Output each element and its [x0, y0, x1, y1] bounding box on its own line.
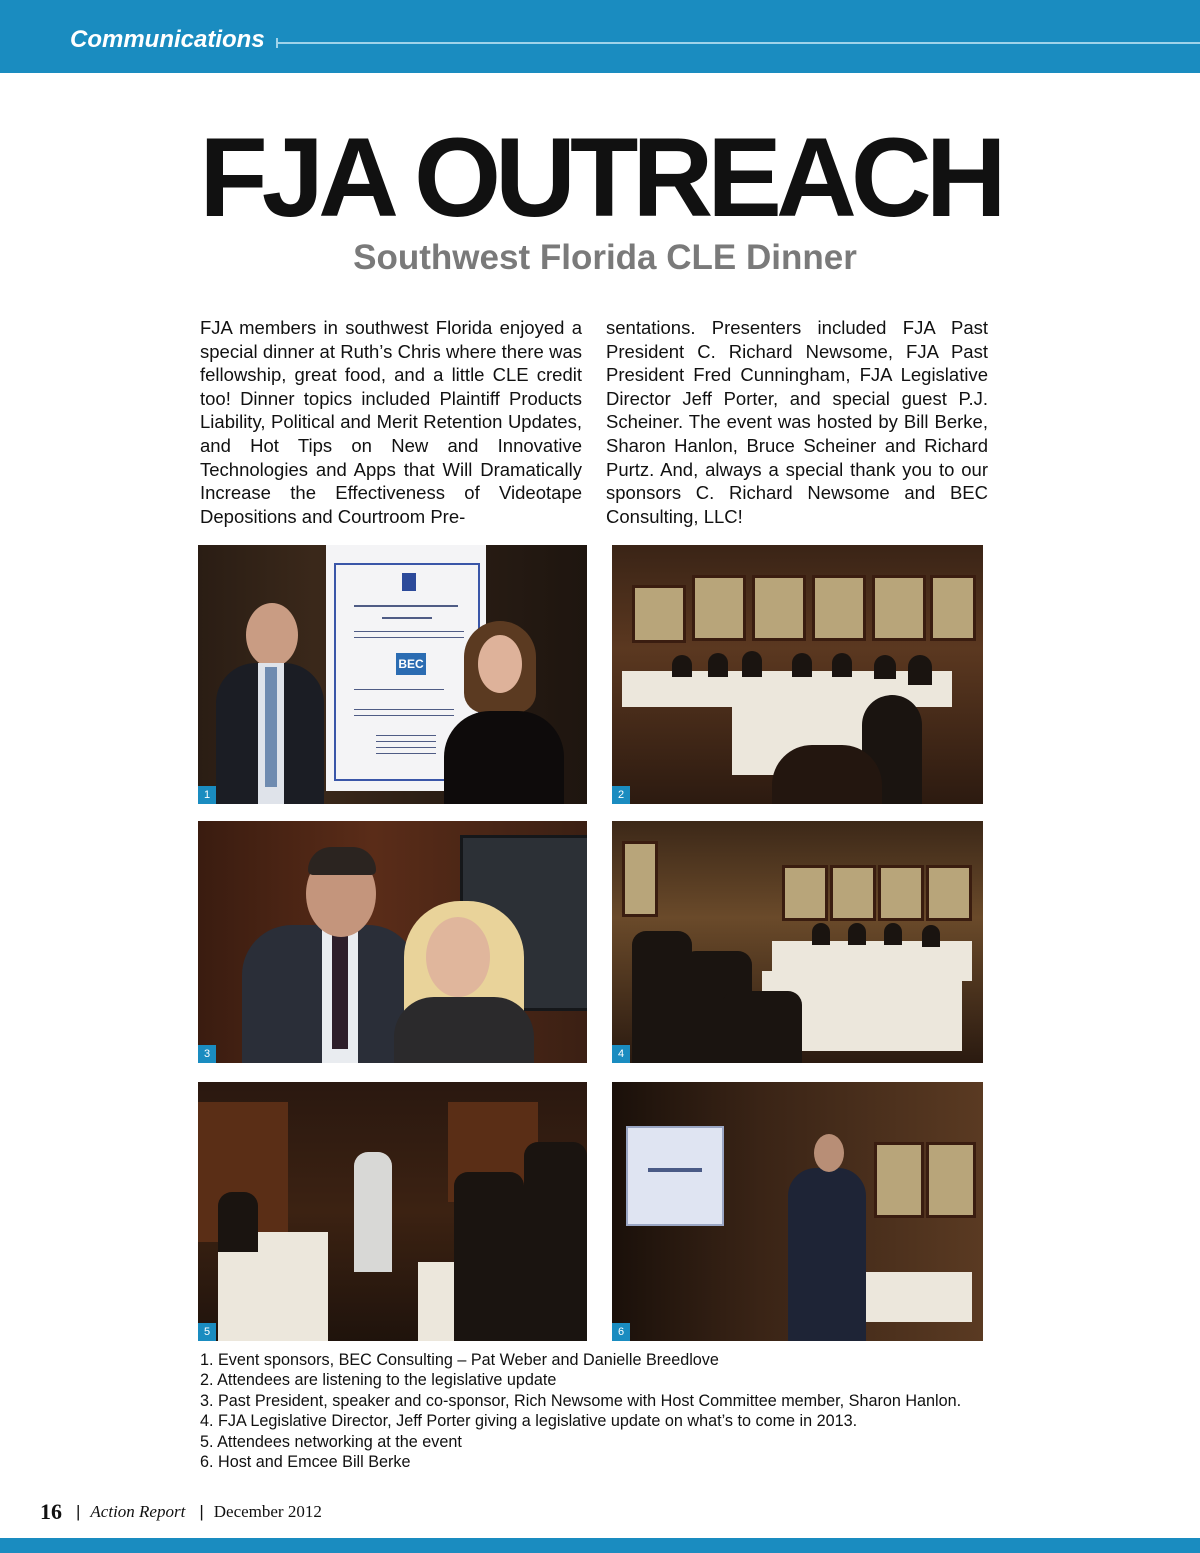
- footer-separator: |: [199, 1502, 204, 1521]
- header-bar: [0, 0, 1200, 73]
- photo-number: 2: [612, 786, 630, 804]
- photo-number: 6: [612, 1323, 630, 1341]
- caption: 3. Past President, speaker and co-sponsor, Rich Newsome with Host Committee member, Sharon Hanlon.: [200, 1391, 962, 1410]
- caption: 6. Host and Emcee Bill Berke: [200, 1453, 411, 1472]
- caption: 5. Attendees networking at the event: [200, 1432, 462, 1451]
- photo-networking: [198, 1082, 587, 1341]
- article-subtitle: Southwest Florida CLE Dinner: [353, 238, 857, 277]
- body-column-right: sentations. Presenters included FJA Past President C. Richard Newsome, FJA Past President Fred Cunningham, FJA Legislative Director Jeff Porter, and special guest P.J. Scheiner. The event was hosted by Bill Berke, Sharon Hanlon, Bruce Scheiner and Richard Purtz. And, always a special thank you to our sponsors C. Richard Newsome and BEC Consulting, LLC!: [606, 317, 988, 527]
- footer-separator: |: [76, 1502, 81, 1521]
- photo-number: 5: [198, 1323, 216, 1341]
- page-number: 16: [40, 1499, 62, 1524]
- photo-legislative-update: [612, 821, 983, 1063]
- woman-figure: [444, 621, 564, 804]
- article-title: FJA OUTREACH: [199, 115, 1001, 240]
- caption: 1. Event sponsors, BEC Consulting – Pat Weber and Danielle Breedlove: [200, 1351, 719, 1369]
- man-figure: [216, 603, 324, 804]
- section-label: Communications: [70, 26, 265, 53]
- photo-attendees-listening: [612, 545, 983, 804]
- photo-emcee: [612, 1082, 983, 1341]
- photo-number: 1: [198, 786, 216, 804]
- publication-name: Action Report: [90, 1502, 186, 1521]
- photo-sponsors: [198, 545, 587, 804]
- body-column-left: FJA members in southwest Florida enjoyed a special dinner at Ruth’s Chris where there was fellowship, great food, and a little CLE credit too! Dinner topics included Plaintiff Products Liability, Political and Merit Retention Updates, and Hot Tips on New and Innovative Technologies and Apps that Will Dramatically Increase the Effectiveness of Videotape Depositions and Courtroom Pre-: [200, 317, 582, 527]
- page-footer: [40, 1499, 322, 1525]
- photo-number: 4: [612, 1045, 630, 1063]
- fja-logo-icon: [402, 573, 416, 591]
- header-rule: [276, 42, 1200, 44]
- photo-number: 3: [198, 1045, 216, 1063]
- bec-logo: BEC: [396, 653, 426, 675]
- footer-bar: [0, 1538, 1200, 1553]
- photo-captions: [200, 1350, 961, 1472]
- issue-date: December 2012: [213, 1502, 322, 1521]
- projector-screen: [626, 1126, 724, 1226]
- caption: 4. FJA Legislative Director, Jeff Porter giving a legislative update on what’s to come in 2013.: [200, 1412, 858, 1431]
- caption: 2. Attendees are listening to the legislative update: [200, 1371, 557, 1390]
- photo-newsome-hanlon: [198, 821, 587, 1063]
